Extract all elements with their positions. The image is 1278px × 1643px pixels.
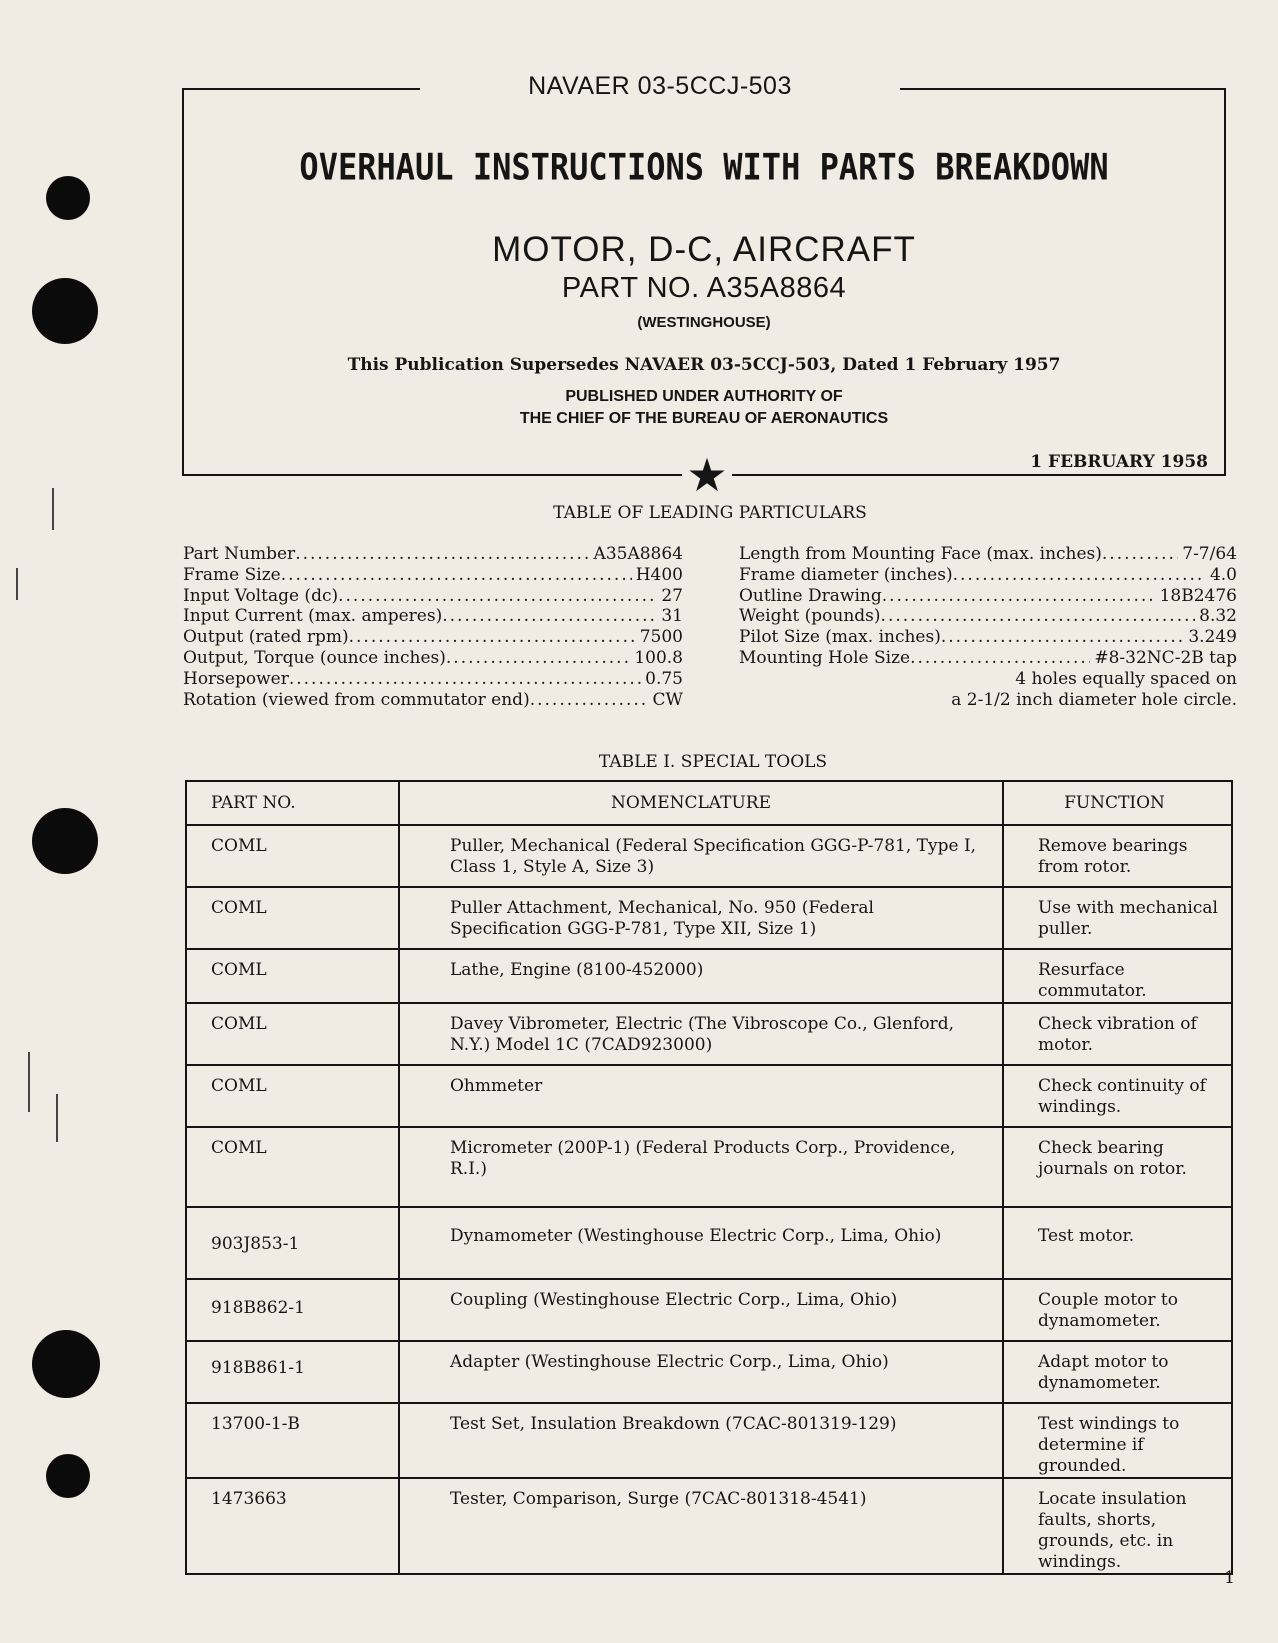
column-header-part-no: PART NO. <box>186 781 399 825</box>
particular-value: 3.249 <box>1188 627 1237 648</box>
particular-label: Rotation (viewed from commutator end) <box>183 689 530 710</box>
leading-particulars-title: TABLE OF LEADING PARTICULARS <box>553 503 867 523</box>
particular-value: 4.0 <box>1209 564 1237 585</box>
particular-row <box>183 669 683 690</box>
subject-title: MOTOR, D-C, AIRCRAFT <box>492 230 916 269</box>
binder-hole <box>32 1330 100 1398</box>
table-header-row <box>186 781 1232 825</box>
particular-label: Mounting Hole Size <box>739 647 911 668</box>
particular-value: A35A8864 <box>593 544 683 564</box>
particular-label: Output, Torque (ounce inches) <box>183 647 446 668</box>
part-no-cell: 918B861-1 <box>186 1341 399 1403</box>
part-number-title: PART NO. A35A8864 <box>561 272 847 304</box>
particular-value: 0.75 <box>645 668 683 689</box>
table-row <box>186 825 1232 887</box>
particular-row <box>739 606 1237 627</box>
function-cell: Remove bearings from rotor. <box>1003 825 1232 887</box>
table-row <box>186 1478 1232 1574</box>
nomenclature-cell: Puller, Mechanical (Federal Specification GGG-P-781, Type I, Class 1, Style A, Size 3) <box>399 825 1003 887</box>
particular-label: Part Number <box>183 544 296 564</box>
special-tools-table <box>185 780 1233 1575</box>
mounting-note: a 2-1/2 inch diameter hole circle. <box>951 689 1237 710</box>
part-no-cell: COML <box>186 949 399 1003</box>
particular-value: H400 <box>635 564 683 585</box>
function-cell: Test windings to determine if grounded. <box>1003 1403 1232 1478</box>
table-row <box>186 949 1232 1003</box>
part-no-cell: 13700-1-B <box>186 1403 399 1478</box>
function-cell: Resurface commutator. <box>1003 949 1232 1003</box>
table-row <box>186 1127 1232 1207</box>
particular-label: Outline Drawing <box>739 585 882 606</box>
particular-label: Input Voltage (dc) <box>183 585 339 606</box>
part-no-cell: COML <box>186 1127 399 1207</box>
particular-row <box>183 606 683 627</box>
particular-value: #8-32NC-2B tap <box>1094 647 1237 668</box>
supersedes-note: This Publication Supersedes NAVAER 03-5CCJ-503, Dated 1 February 1957 <box>347 355 1061 375</box>
table-row <box>186 1207 1232 1279</box>
particular-row <box>183 565 683 586</box>
particular-value: 18B2476 <box>1159 585 1237 606</box>
part-no-cell: 918B862-1 <box>186 1279 399 1341</box>
authority-statement <box>182 386 1226 430</box>
table-row <box>186 1279 1232 1341</box>
function-cell: Check continuity of windings. <box>1003 1065 1232 1127</box>
particular-label: Length from Mounting Face (max. inches) <box>739 544 1102 564</box>
particular-row <box>183 648 683 669</box>
particular-row <box>183 586 683 607</box>
particular-value: CW <box>652 689 683 710</box>
doc-number: NAVAER 03-5CCJ-503 <box>420 72 900 101</box>
nomenclature-cell: Davey Vibrometer, Electric (The Vibroscope Co., Glenford, N.Y.) Model 1C (7CAD923000) <box>399 1003 1003 1065</box>
particular-value: 7500 <box>639 627 683 648</box>
particular-row <box>183 627 683 648</box>
table-row <box>186 1403 1232 1478</box>
binder-hole <box>46 176 90 220</box>
particular-label: Input Current (max. amperes) <box>183 606 443 627</box>
nomenclature-cell: Lathe, Engine (8100-452000) <box>399 949 1003 1003</box>
publication-date: 1 FEBRUARY 1958 <box>1030 452 1208 472</box>
margin-mark <box>28 1052 30 1112</box>
function-cell: Test motor. <box>1003 1207 1232 1279</box>
binder-hole <box>32 278 98 344</box>
nomenclature-cell: Dynamometer (Westinghouse Electric Corp., Lima, Ohio) <box>399 1207 1003 1279</box>
binder-hole <box>32 808 98 874</box>
function-cell: Check vibration of motor. <box>1003 1003 1232 1065</box>
binder-hole <box>46 1454 90 1498</box>
page-number: 1 <box>1224 1568 1235 1588</box>
part-no-cell: COML <box>186 825 399 887</box>
particular-label: Pilot Size (max. inches) <box>739 627 941 648</box>
particular-row <box>739 544 1237 565</box>
table-row <box>186 1065 1232 1127</box>
particular-row <box>739 565 1237 586</box>
nomenclature-cell: Puller Attachment, Mechanical, No. 950 (Federal Specification GGG-P-781, Type XII, Size 1) <box>399 887 1003 949</box>
nomenclature-cell: Adapter (Westinghouse Electric Corp., Lima, Ohio) <box>399 1341 1003 1403</box>
particular-row <box>739 648 1237 669</box>
part-no-cell: COML <box>186 1003 399 1065</box>
authority-line: PUBLISHED UNDER AUTHORITY OF <box>565 388 843 405</box>
part-no-cell: 903J853-1 <box>186 1207 399 1279</box>
function-cell: Use with mechanical puller. <box>1003 887 1232 949</box>
nomenclature-cell: Ohmmeter <box>399 1065 1003 1127</box>
particular-label: Output (rated rpm) <box>183 627 349 648</box>
particular-row <box>739 586 1237 607</box>
function-cell: Adapt motor to dynamometer. <box>1003 1341 1232 1403</box>
margin-mark <box>16 568 18 600</box>
particular-label: Horsepower <box>183 668 289 689</box>
table-row <box>186 1341 1232 1403</box>
nomenclature-cell: Micrometer (200P-1) (Federal Products Corp., Providence, R.I.) <box>399 1127 1003 1207</box>
table-row <box>186 887 1232 949</box>
particular-value: 27 <box>661 585 683 606</box>
authority-line: THE CHIEF OF THE BUREAU OF AERONAUTICS <box>519 410 889 427</box>
main-title: OVERHAUL INSTRUCTIONS WITH PARTS BREAKDOWN <box>299 145 1109 189</box>
particular-label: Frame diameter (inches) <box>739 564 953 585</box>
particular-value: 8.32 <box>1199 606 1237 627</box>
mounting-note: 4 holes equally spaced on <box>1015 668 1237 689</box>
leading-particulars-left <box>183 544 683 710</box>
star-icon: ★ <box>682 452 732 498</box>
column-header-function: FUNCTION <box>1003 781 1232 825</box>
column-header-nomenclature: NOMENCLATURE <box>399 781 1003 825</box>
function-cell: Check bearing journals on rotor. <box>1003 1127 1232 1207</box>
table-row <box>186 1003 1232 1065</box>
nomenclature-cell: Coupling (Westinghouse Electric Corp., Lima, Ohio) <box>399 1279 1003 1341</box>
particular-label: Frame Size <box>183 564 281 585</box>
particular-value: 31 <box>661 606 683 627</box>
function-cell: Couple motor to dynamometer. <box>1003 1279 1232 1341</box>
particular-value: 100.8 <box>634 647 683 668</box>
special-tools-title: TABLE I. SPECIAL TOOLS <box>598 752 828 772</box>
part-no-cell: COML <box>186 1065 399 1127</box>
particular-label: Weight (pounds) <box>739 606 881 627</box>
particular-row <box>183 544 683 565</box>
margin-mark <box>56 1094 58 1142</box>
particular-row <box>739 627 1237 648</box>
particular-row <box>183 690 683 711</box>
function-cell: Locate insulation faults, shorts, grounds, etc. in windings. <box>1003 1478 1232 1574</box>
part-no-cell: 1473663 <box>186 1478 399 1574</box>
nomenclature-cell: Tester, Comparison, Surge (7CAC-801318-4541) <box>399 1478 1003 1574</box>
manufacturer: (WESTINGHOUSE) <box>637 314 771 331</box>
part-no-cell: COML <box>186 887 399 949</box>
nomenclature-cell: Test Set, Insulation Breakdown (7CAC-801319-129) <box>399 1403 1003 1478</box>
particular-value: 7-7/64 <box>1182 544 1237 564</box>
leading-particulars-right <box>739 544 1237 710</box>
